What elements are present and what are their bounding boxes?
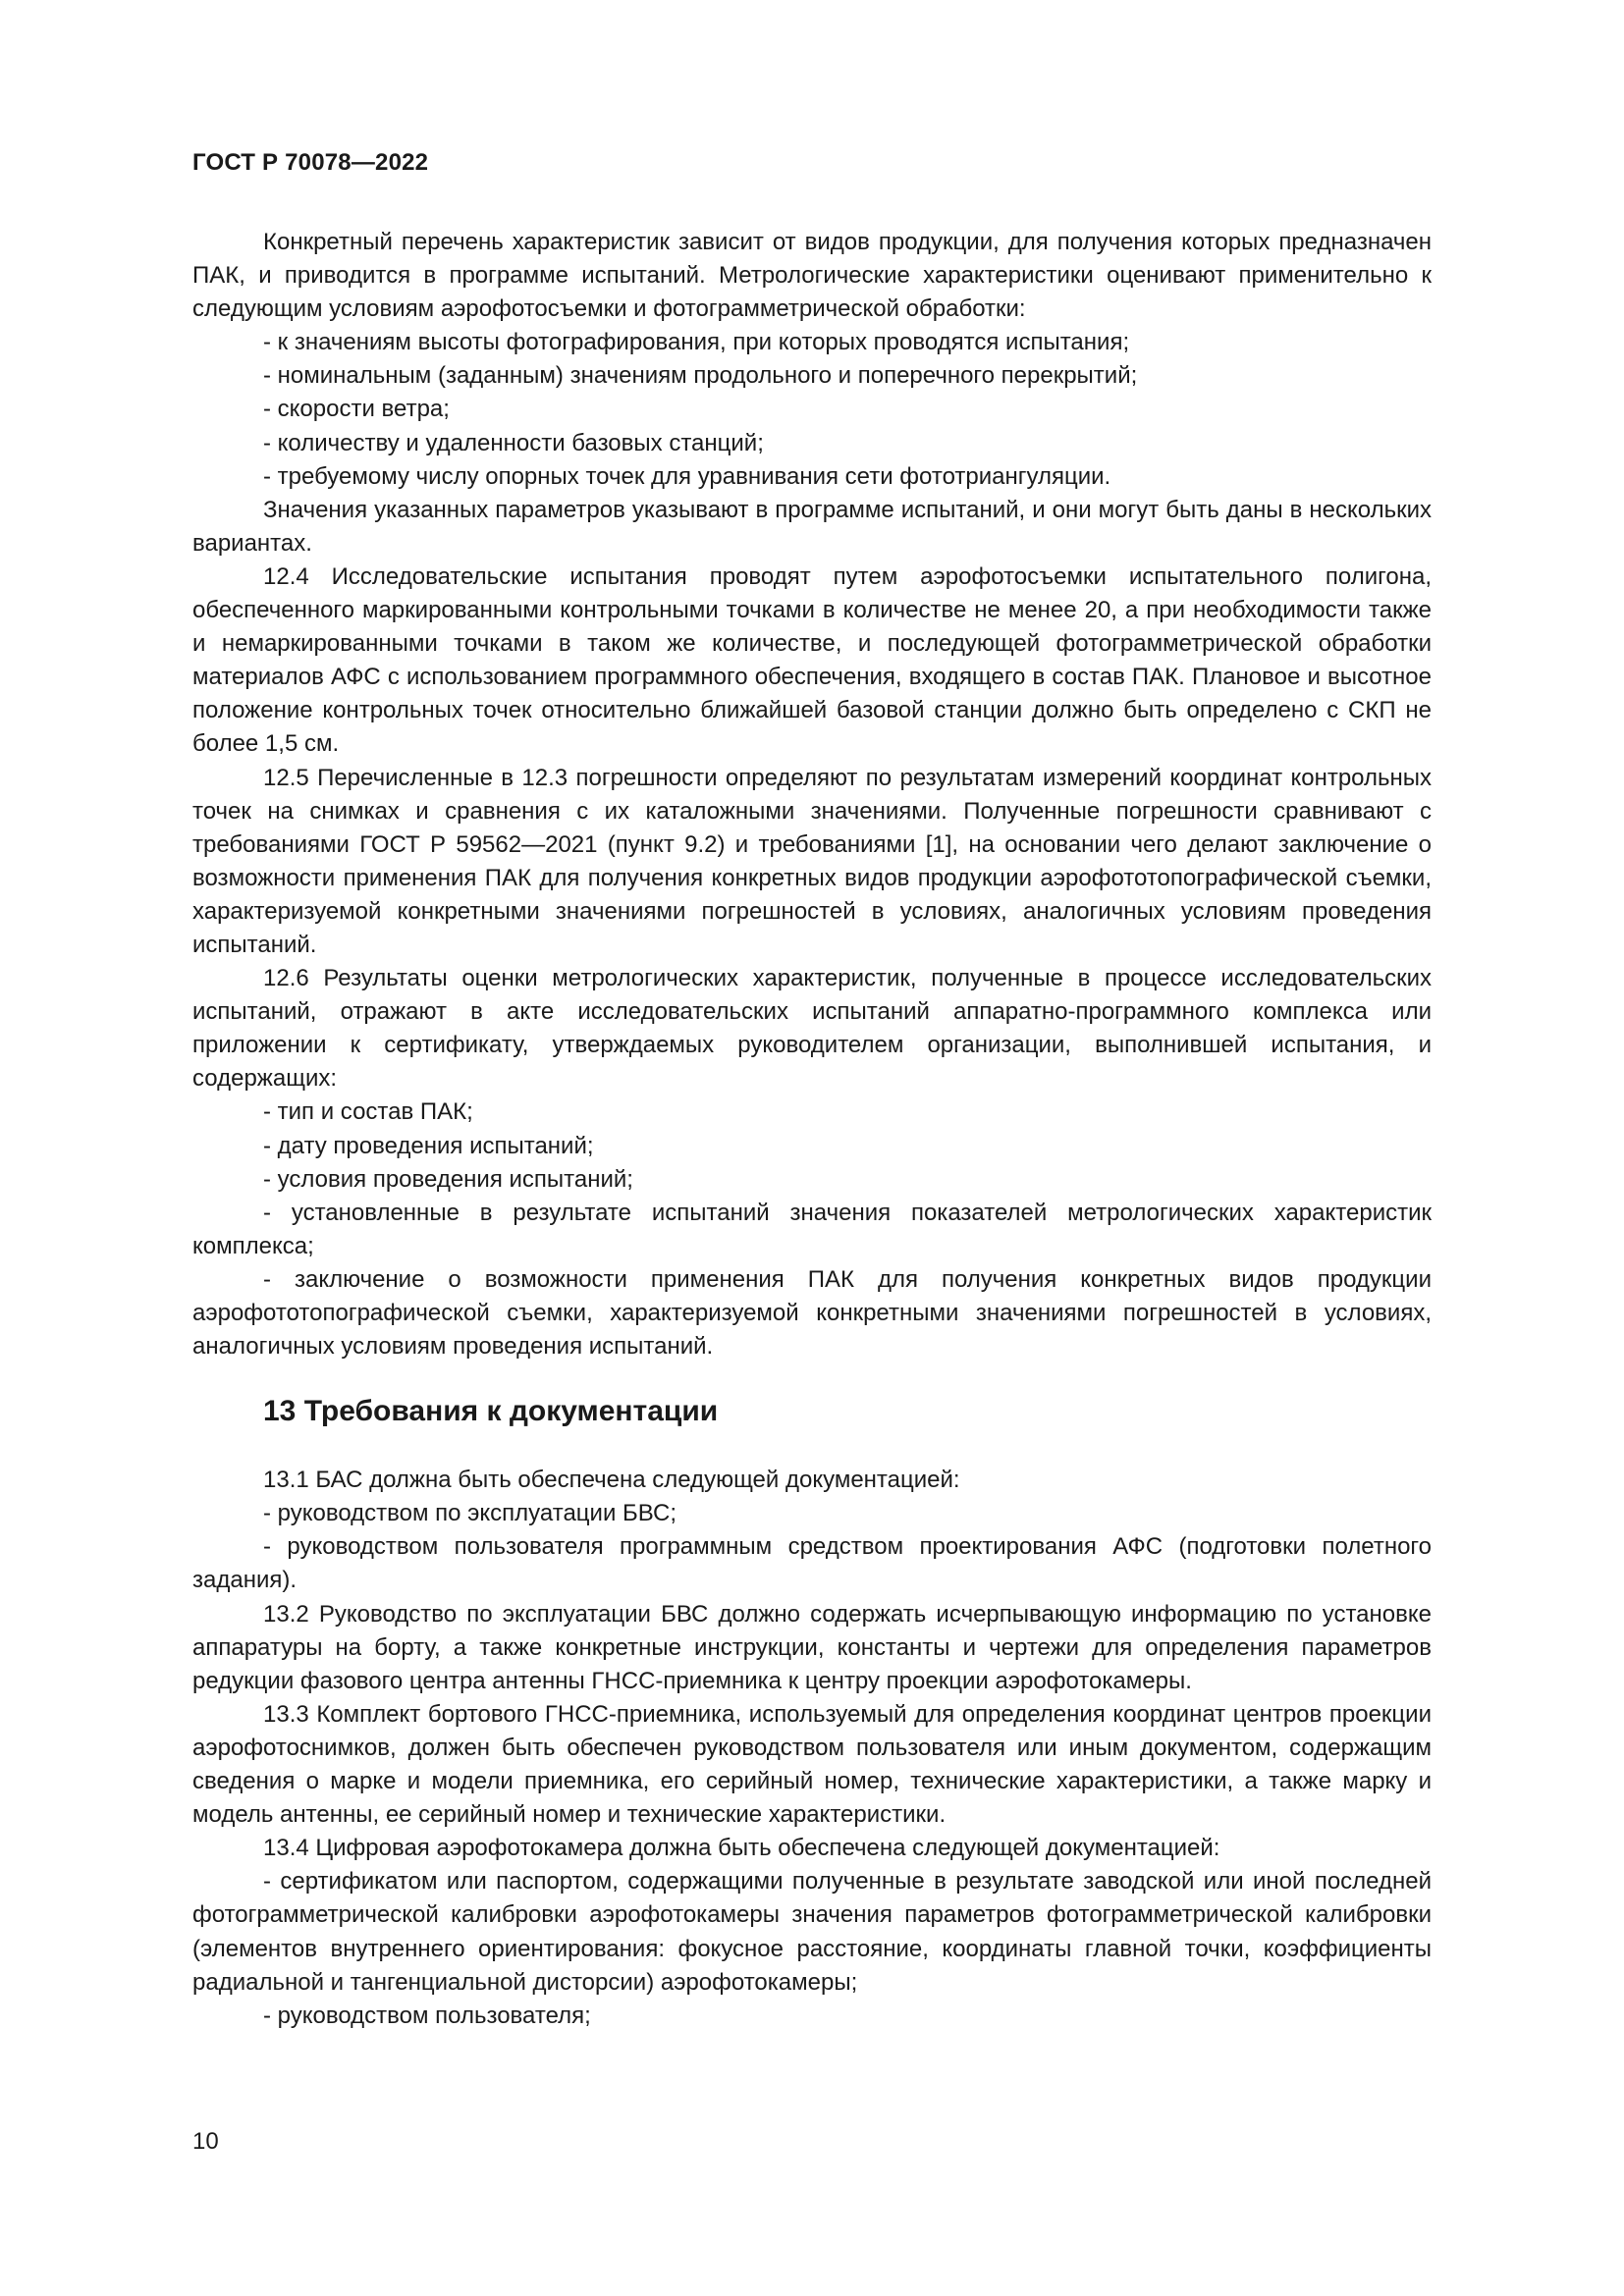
intro-list-item: - номинальным (заданным) значениям продольного и поперечного перекрытий; — [263, 362, 1138, 390]
clause-12-6-list-item: - установленные в результате испытаний значения показателей метрологических характеристик комплекса; — [192, 1199, 1432, 1259]
document-standard-number: ГОСТ Р 70078—2022 — [192, 149, 429, 176]
intro-paragraph: Конкретный перечень характеристик зависит от видов продукции, для получения которых предназначен ПАК, и приводится в программе испытаний. Метрологические характеристики оценивают применительно к следующим условиям аэрофотосъемки и фотограмметрической обработки: — [192, 229, 1432, 323]
clause-13-4-list-item: - руководством пользователя; — [263, 2002, 591, 2029]
clause-13-4-list-item: - сертификатом или паспортом, содержащими полученные в результате заводской или иной последней фотограмметрической калибровки аэрофотокамеры значения параметров фотограмметрической калибровки (элементов внутреннего ориентирования: фокусное расстояние, координаты главной точки, коэффициенты радиальной и тангенциальной дисторсии) аэрофотокамеры; — [192, 1868, 1432, 1996]
clause-13-1-list-item: - руководством по эксплуатации БВС; — [263, 1500, 677, 1527]
page-body — [192, 226, 1432, 2033]
clause-13-3: 13.3 Комплект бортового ГНСС-приемника, используемый для определения координат центров проекции аэрофотоснимков, должен быть обеспечен руководством пользователя или иным документом, содержащим сведения о марке и модели приемника, его серийный номер, технические характеристики, а также марку и модель антенны, ее серийный номер и технические характеристики. — [192, 1700, 1432, 1829]
clause-13-1-list-item: - руководством пользователя программным средством проектирования АФС (подготовки полетного задания). — [192, 1533, 1432, 1594]
clause-13-4: 13.4 Цифровая аэрофотокамера должна быть обеспечена следующей документацией: — [263, 1835, 1220, 1862]
section-13-heading: 13 Требования к документации — [263, 1395, 719, 1428]
clause-12-6-list-item: - дату проведения испытаний; — [263, 1132, 594, 1159]
clause-13-2: 13.2 Руководство по эксплуатации БВС должно содержать исчерпывающую информацию по установке аппаратуры на борту, а также конкретные инструкции, константы и чертежи для определения параметров редукции фазового центра антенны ГНСС-приемника к центру проекции аэрофотокамеры. — [192, 1600, 1432, 1694]
intro-list-item: - количеству и удаленности базовых станций; — [263, 429, 764, 456]
page-number: 10 — [192, 2128, 219, 2155]
intro-list-item: - требуемому числу опорных точек для уравнивания сети фототриангуляции. — [263, 462, 1111, 490]
intro-list-item: - к значениям высоты фотографирования, при которых проводятся испытания; — [263, 329, 1130, 356]
clause-12-6-list-item: - условия проведения испытаний; — [263, 1165, 633, 1193]
clause-12-5: 12.5 Перечисленные в 12.3 погрешности определяют по результатам измерений координат контрольных точек на снимках и сравнения с их каталожными значениями. Полученные погрешности сравнивают с требованиями ГОСТ Р 59562—2021 (пункт 9.2) и требованиями [1], на основании чего делают заключение о возможности применения ПАК для получения конкретных видов продукции аэрофототопографической съемки, характеризуемой конкретными значениями погрешностей в условиях, аналогичных условиям проведения испытаний. — [192, 764, 1432, 958]
clause-12-6-list-item: - тип и состав ПАК; — [263, 1098, 473, 1126]
clause-12-4: 12.4 Исследовательские испытания проводят путем аэрофотосъемки испытательного полигона, обеспеченного маркированными контрольными точками в количестве не менее 20, а при необходимости также и немаркированными точками в таком же количестве, и последующей фотограмметрической обработки материалов АФС с использованием программного обеспечения, входящего в состав ПАК. Плановое и высотное положение контрольных точек относительно ближайшей базовой станции должно быть определено с СКП не более 1,5 см. — [192, 562, 1432, 758]
clause-12-6-list-item: - заключение о возможности применения ПАК для получения конкретных видов продукции аэрофототопографической съемки, характеризуемой конкретными значениями погрешностей в условиях, аналогичных условиям проведения испытаний. — [192, 1265, 1432, 1361]
intro-paragraph: Значения указанных параметров указывают в программе испытаний, и они могут быть даны в нескольких вариантах. — [192, 496, 1432, 557]
clause-13-1: 13.1 БАС должна быть обеспечена следующей документацией: — [263, 1467, 960, 1494]
intro-list-item: - скорости ветра; — [263, 396, 450, 423]
clause-12-6: 12.6 Результаты оценки метрологических характеристик, полученные в процессе исследовательских испытаний, отражают в акте исследовательских испытаний аппаратно-программного комплекса или приложении к сертификату, утверждаемых руководителем организации, выполнившей испытания, и содержащих: — [192, 965, 1432, 1093]
